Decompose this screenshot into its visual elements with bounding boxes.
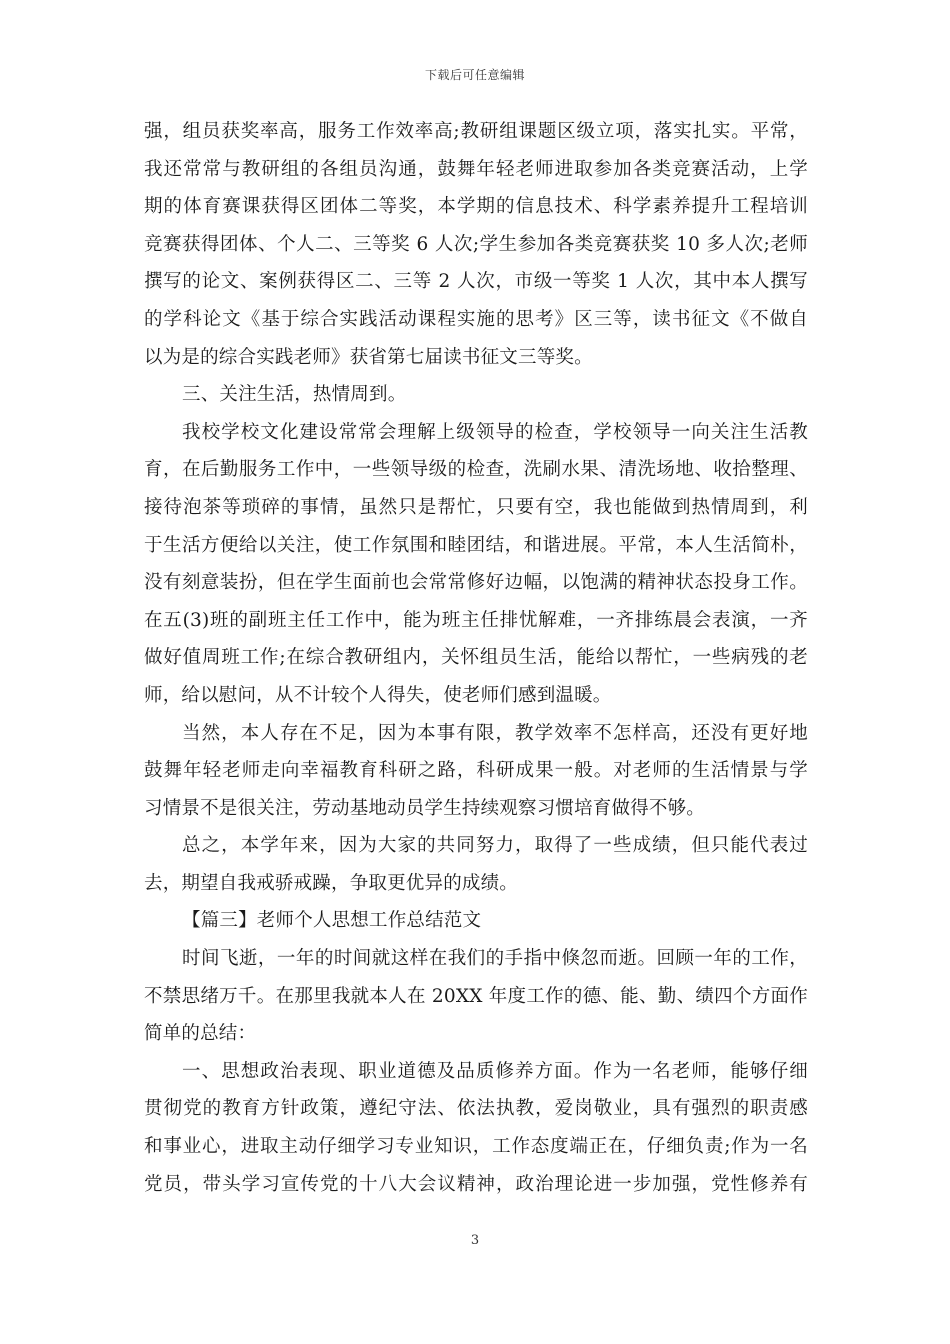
- text-line: 师，给以慰问，从不计较个人得失，使老师们感到温暖。: [144, 684, 612, 706]
- text-line: 强，组员获奖率高，服务工作效率高;教研组课题区级立项，落实扎实。平常，: [144, 121, 808, 142]
- text-line: 的学科论文《基于综合实践活动课程实施的思考》区三等，读书征文《不做自: [144, 308, 808, 330]
- text-line: 和事业心，进取主动仔细学习专业知识，工作态度端正在，仔细负责;作为一名: [144, 1136, 808, 1158]
- text-line: 竞赛获得团体、个人二、三等奖 6 人次;学生参加各类竞赛获奖 10 多人次;老师: [144, 233, 808, 255]
- text-line: 简单的总结：: [144, 1023, 257, 1045]
- text-line: 三、关注生活，热情周到。: [182, 384, 407, 406]
- text-line: 贯彻党的教育方针政策，遵纪守法、依法执教，爱岗敬业，具有强烈的职责感: [144, 1098, 808, 1120]
- text-line: 做好值周班工作;在综合教研组内，关怀组员生活，能给以帮忙，一些病残的老: [144, 647, 808, 669]
- text-line: 我还常常与教研组的各组员沟通，鼓舞年轻老师进取参加各类竞赛活动，上学: [144, 158, 808, 180]
- text-line: 不禁思绪万千。在那里我就本人在 20XX 年度工作的德、能、勤、绩四个方面作: [144, 985, 808, 1007]
- text-line: 去，期望自我戒骄戒躁，争取更优异的成绩。: [144, 872, 519, 894]
- text-line: 我校学校文化建设常常会理解上级领导的检查，学校领导一向关注生活教: [182, 421, 808, 443]
- text-line: 习情景不是很关注，劳动基地动员学生持续观察习惯培育做得不够。: [144, 797, 706, 819]
- text-line: 【篇三】老师个人思想工作总结范文: [182, 910, 482, 932]
- text-line: 期的体育赛课获得区团体二等奖，本学期的信息技术、科学素养提升工程培训: [144, 196, 808, 218]
- text-line: 在五(3)班的副班主任工作中，能为班主任排忧解难，一齐排练晨会表演，一齐: [144, 609, 808, 631]
- text-line: 没有刻意装扮，但在学生面前也会常常修好边幅，以饱满的精神状态投身工作。: [144, 572, 808, 594]
- text-line: 党员，带头学习宣传党的十八大会议精神，政治理论进一步加强，党性修养有: [144, 1173, 808, 1195]
- text-line: 于生活方便给以关注，使工作氛围和睦团结，和谐进展。平常，本人生活简朴，: [144, 534, 808, 556]
- text-line: 时间飞逝，一年的时间就这样在我们的手指中倏忽而逝。回顾一年的工作，: [182, 948, 808, 970]
- page-number: 3: [470, 1233, 480, 1248]
- document-body: [144, 113, 808, 1203]
- text-line: 以为是的综合实践老师》获省第七届读书征文三等奖。: [144, 346, 593, 368]
- text-line: 育，在后勤服务工作中，一些领导级的检查，洗刷水果、清洗场地、收拾整理、: [144, 459, 808, 481]
- text-line: 撰写的论文、案例获得区二、三等 2 人次，市级一等奖 1 人次，其中本人撰写: [144, 271, 808, 293]
- text-line: 接待泡茶等琐碎的事情，虽然只是帮忙，只要有空，我也能做到热情周到，利: [144, 496, 808, 518]
- text-line: 鼓舞年轻老师走向幸福教育科研之路，科研成果一般。对老师的生活情景与学: [144, 760, 808, 782]
- text-line: 一、思想政治表现、职业道德及品质修养方面。作为一名老师，能够仔细: [182, 1060, 808, 1082]
- text-line: 总之，本学年来，因为大家的共同努力，取得了一些成绩，但只能代表过: [182, 835, 808, 857]
- page-header: 下载后可任意编辑: [424, 68, 525, 82]
- text-line: 当然，本人存在不足，因为本事有限，教学效率不怎样高，还没有更好地: [182, 722, 808, 744]
